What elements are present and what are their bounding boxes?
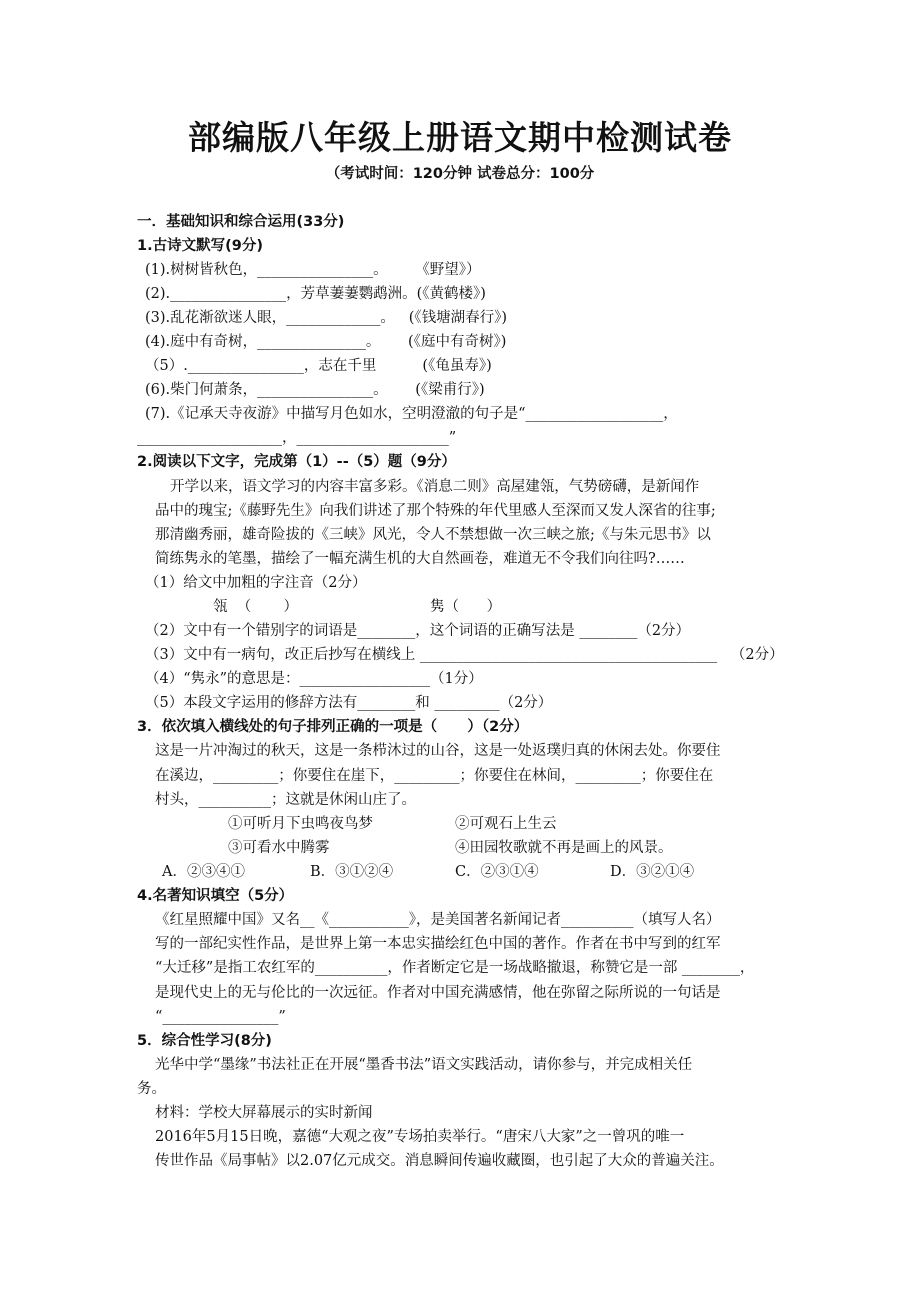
q3-line: 这是一片冲淘过的秋天，这是一条栉沐过的山谷，这是一处返璞归真的休闲去处。你要住 [155, 743, 721, 759]
section-heading: 一．基础知识和综合运用(33分) [137, 214, 345, 230]
q4-line: 是现代史上的无与伦比的一次远征。作者对中国充满感情，他在弥留之际所说的一句话是 [155, 985, 721, 1001]
q2-sub5: （5）本段文字运用的修辞方法有________和 _________（2分） [145, 695, 553, 711]
q3-line: 村头，__________；这就是休闲山庄了。 [155, 792, 416, 808]
q1-item: (1).树树皆秋色，________________。 《野望》） [145, 262, 481, 278]
q1-item: (6).柴门何萧条，________________。 (《梁甫行》) [145, 382, 485, 398]
q3-line: 在溪边，_________；你要住在崖下，_________；你要住在林间，_________；你要住在 [155, 768, 714, 784]
q3-option: ②可观石上生云 [455, 816, 557, 832]
choice-b: B．③①②④ [310, 864, 394, 880]
q4-line: “________________” [155, 1009, 286, 1025]
q4-line: “大迁移”是指工农红军的__________，作者断定它是一场战略撤退，称赞它是一部 ________， [155, 960, 755, 976]
q1-item: (3).乱花渐欲迷人眼，_____________。 (《钱塘湖春行》) [145, 310, 508, 326]
page-title: 部编版八年级上册语文期中检测试卷 [188, 118, 732, 157]
q2-sub1: （1）给文中加粗的字注音（2分） [145, 575, 367, 591]
choice-c: C．②③①④ [455, 864, 539, 880]
q3-heading: 3．依次填入横线处的句子排列正确的一项是（ ）（2分） [137, 719, 529, 735]
q1-item: (7).《记承天寺夜游》中描写月色如水，空明澄澈的句子是“___________________， [145, 406, 678, 422]
q1-item: (2).________________，芳草萋萋鹦鹉洲。(《黄鹤楼》) [145, 286, 486, 302]
q2-passage-line: 简练隽永的笔墨，描绘了一幅充满生机的大自然画卷，难道无不令我们向往吗?…… [155, 551, 685, 567]
q4-line: 《红星照耀中国》又名__《___________》，是美国著名新闻记者__________（填写人名） [155, 912, 721, 928]
q5-heading: 5．综合性学习(8分) [137, 1033, 272, 1049]
q3-option: ④田园牧歌就不再是画上的风景。 [455, 840, 673, 856]
choice-d: D．③②①④ [610, 864, 695, 880]
q2-sub3: （3）文中有一病句，改正后抄写在横线上 _________________________________________ （2分） [145, 647, 784, 663]
q1-item: ____________________，_____________________” [137, 430, 457, 446]
q5-line: 务。 [137, 1081, 166, 1097]
pinyin-blank-2: 隽（ ） [430, 599, 502, 615]
q4-heading: 4.名著知识填空（5分） [137, 888, 294, 904]
q4-line: 写的一部纪实性作品，是世界上第一本忠实描绘红色中国的著作。作者在书中写到的红军 [155, 936, 721, 952]
q5-line: 材料：学校大屏幕展示的实时新闻 [155, 1105, 373, 1121]
q2-passage-line: 那清幽秀丽，雄奇险拔的《三峡》风光，令人不禁想做一次三峡之旅;《与朱元思书》以 [155, 527, 711, 543]
q1-heading: 1.古诗文默写(9分) [137, 238, 263, 254]
q3-option: ③可看水中腾雾 [228, 840, 330, 856]
q2-passage-line: 开学以来，语文学习的内容丰富多彩。《消息二则》高屋建瓴，气势磅礴，是新闻作 [170, 479, 700, 495]
q1-item: (4).庭中有奇树，_______________。 (《庭中有奇树》) [145, 334, 507, 350]
q1-item: （5）.________________，志在千里 (《龟虽寿》) [145, 358, 492, 374]
q5-line: 传世作品《局事帖》以2.07亿元成交。消息瞬间传遍收藏圈，也引起了大众的普遍关注。 [155, 1153, 724, 1169]
q2-passage-line: 品中的瑰宝;《藤野先生》向我们讲述了那个特殊的年代里感人至深而又发人深省的往事; [155, 503, 716, 519]
q2-sub2: （2）文中有一个错别字的词语是________，这个词语的正确写法是 ________（2分） [145, 623, 691, 639]
q2-sub4: （4）“隽永”的意思是：__________________（1分） [145, 671, 483, 687]
pinyin-blank-1: 瓴 （ ） [213, 599, 298, 615]
q3-option: ①可听月下虫鸣夜鸟梦 [228, 816, 373, 832]
q2-heading: 2.阅读以下文字，完成第（1）--（5）题（9分） [137, 454, 456, 470]
q5-line: 光华中学“墨缘”书法社正在开展“墨香书法”语文实践活动，请你参与，并完成相关任 [155, 1057, 693, 1073]
exam-info: （考试时间：120分钟 试卷总分：100分 [325, 166, 595, 182]
q5-line: 2016年5月15日晚，嘉德“大观之夜”专场拍卖举行。“唐宋八大家”之一曾巩的唯一 [155, 1129, 685, 1145]
choice-a: A．②③④① [162, 864, 245, 880]
